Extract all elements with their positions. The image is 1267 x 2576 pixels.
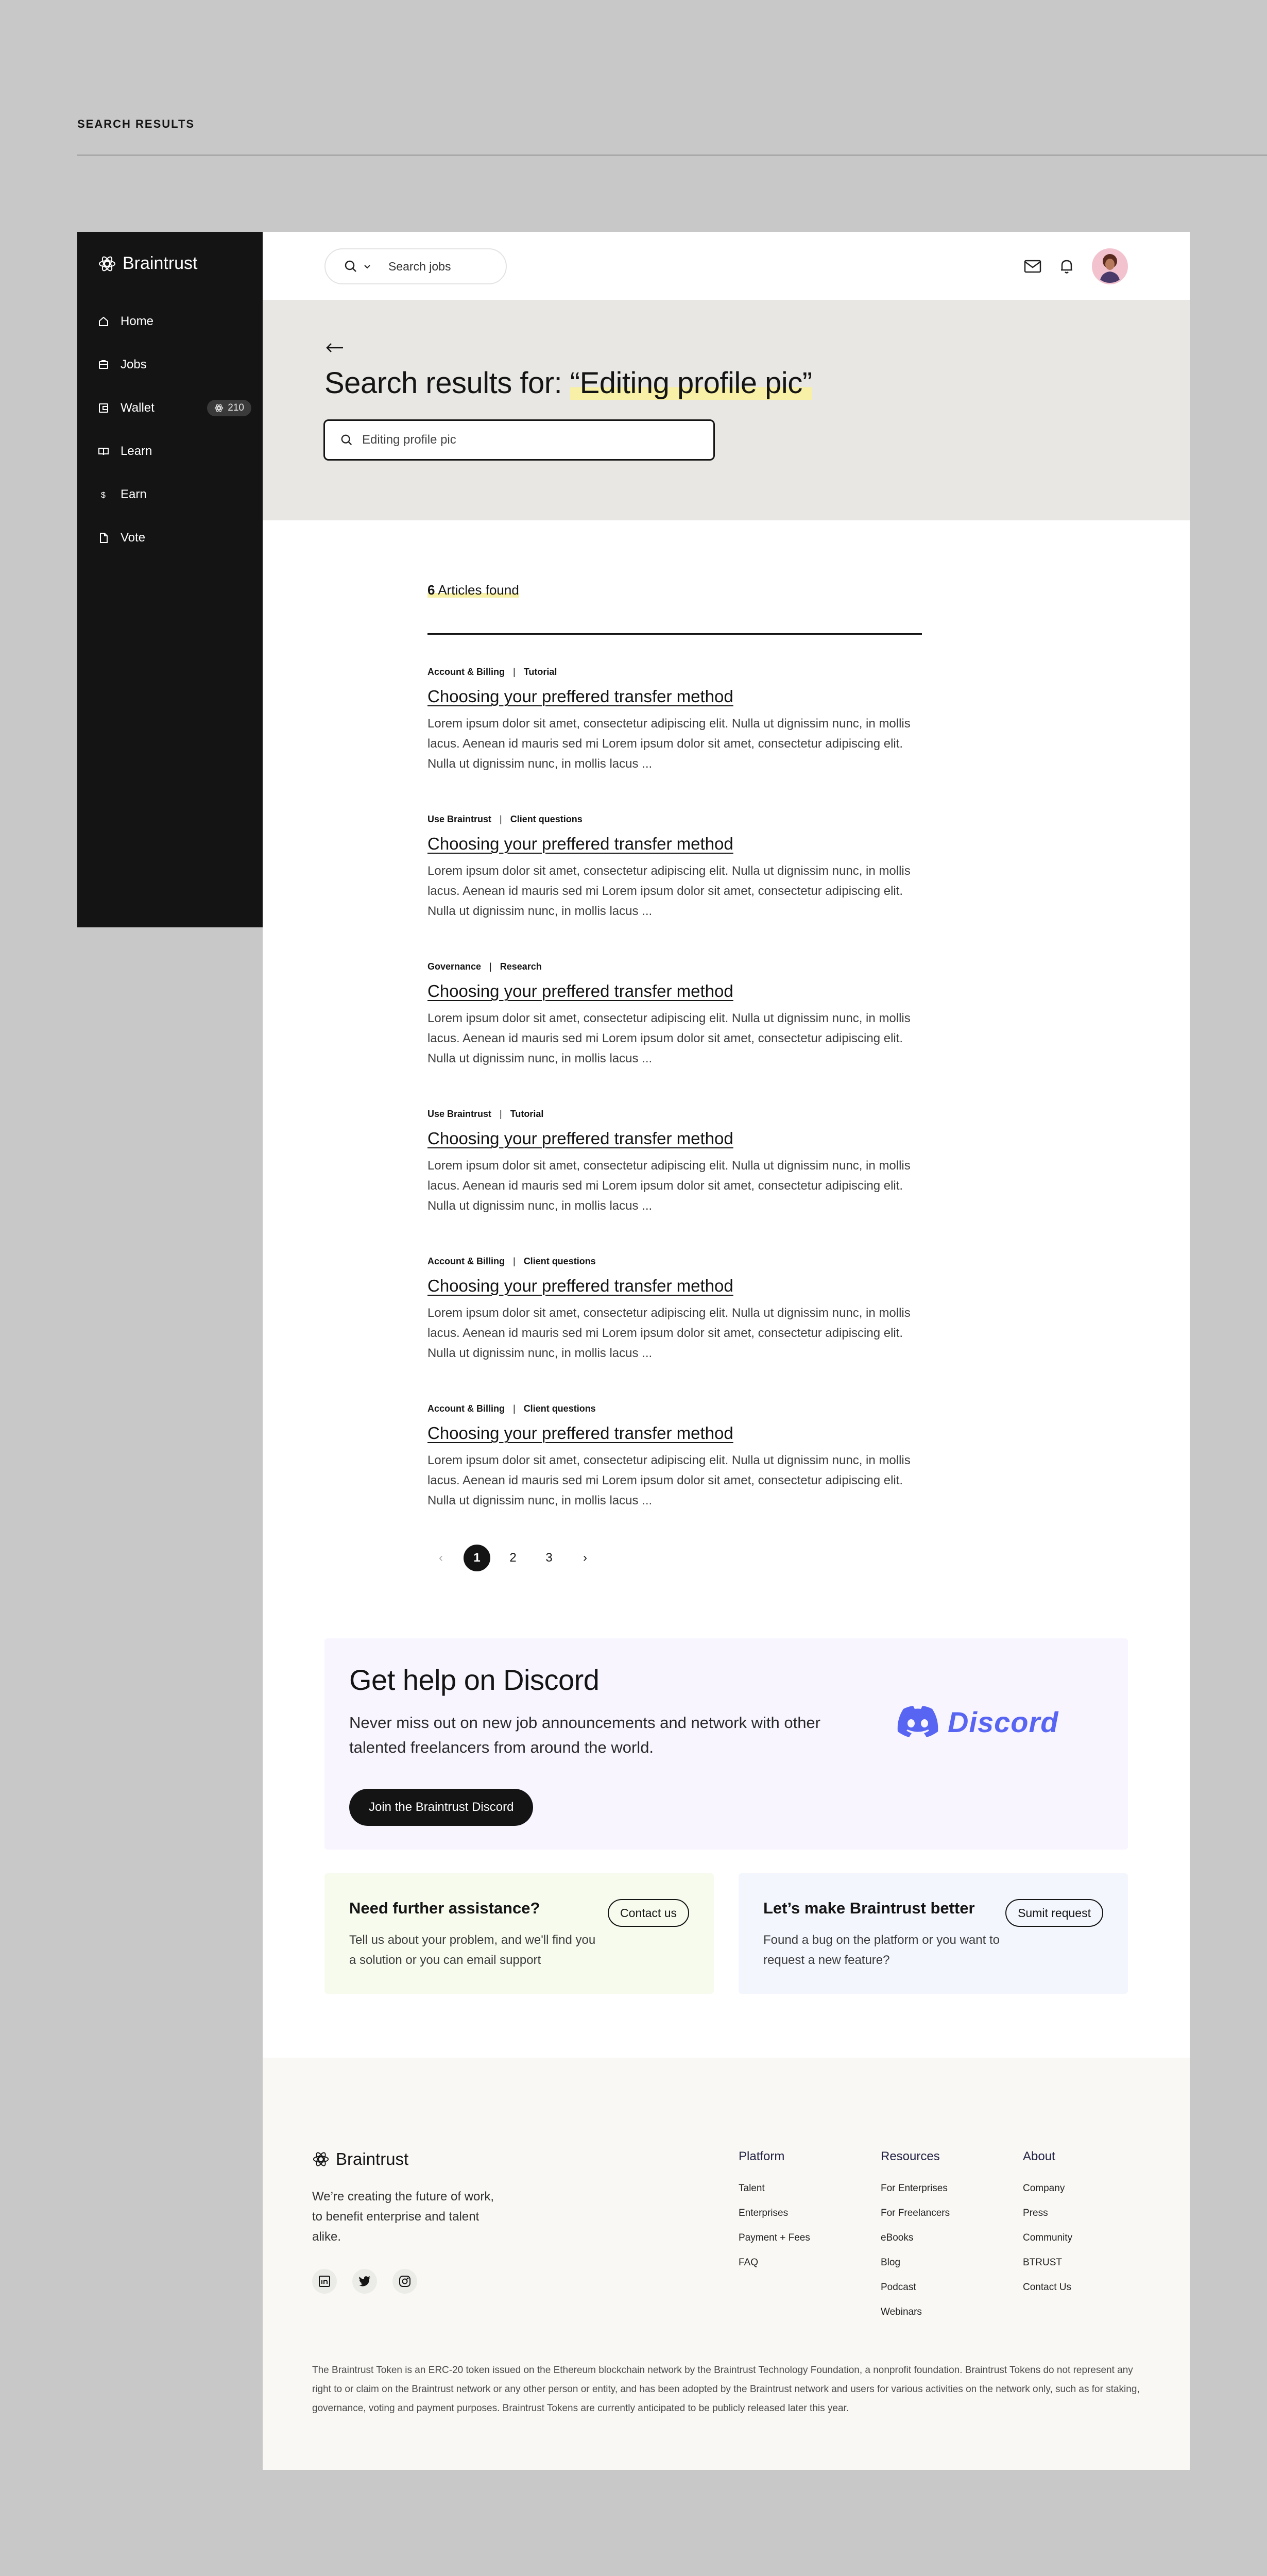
linkedin-icon[interactable] [312,2269,337,2294]
meta-separator: | [513,1256,516,1266]
article-type[interactable]: Client questions [523,1256,596,1266]
page-label: SEARCH RESULTS [77,117,195,130]
page-button-3[interactable]: 3 [545,1551,553,1565]
article-meta [427,961,922,972]
footer [263,2058,1190,2470]
footer-column-heading: About [1023,2149,1055,2163]
footer-link[interactable]: Enterprises [739,2208,789,2218]
card-text: Tell us about your problem, and we'll find you a solution or you can email support [349,1933,596,1967]
back-arrow-icon[interactable] [326,342,344,353]
search-placeholder: Search jobs [388,259,451,273]
title-query: “Editing profile pic” [570,366,812,400]
footer-column-resources [881,2149,950,2325]
sidebar-item-jobs[interactable] [98,343,252,386]
article-category[interactable]: Account & Billing [427,1403,505,1414]
results-count-number: 6 [427,582,435,598]
article-search-box [323,419,715,461]
sidebar-item-label: Wallet [121,401,155,415]
mail-icon[interactable] [1024,259,1041,274]
page-title [324,366,812,400]
sidebar-item-label: Jobs [121,358,147,371]
card-text: Found a bug on the platform or you want to request a new feature? [763,1933,1000,1967]
sidebar-item-earn[interactable] [98,473,252,516]
results-divider [427,633,922,635]
meta-separator: | [513,667,516,677]
book-icon [98,446,109,457]
wallet-icon [98,402,109,414]
join-discord-button[interactable]: Join the Braintrust Discord [349,1789,533,1826]
btrust-token-icon [214,403,224,413]
article-excerpt: Lorem ipsum dolor sit amet, consectetur adipiscing elit. Nulla ut dignissim nunc, in mollis lacus. Aenean id mauris sed mi Lorem ipsum dolor sit amet, consectetur adipiscing elit. Nulla ut dignissim nunc, in mollis lacus ... [427,717,911,771]
article-type[interactable]: Tutorial [523,667,557,677]
footer-link[interactable]: Payment + Fees [739,2232,810,2243]
meta-separator: | [500,1109,502,1119]
article-type[interactable]: Client questions [510,814,583,824]
results-count [427,582,922,601]
list-item [427,961,922,1069]
main-panel [263,232,1190,2470]
article-excerpt: Lorem ipsum dolor sit amet, consectetur adipiscing elit. Nulla ut dignissim nunc, in mollis lacus. Aenean id mauris sed mi Lorem ipsum dolor sit amet, consectetur adipiscing elit. Nulla ut dignissim nunc, in mollis lacus ... [427,1453,911,1507]
footer-link[interactable]: For Freelancers [881,2208,950,2218]
pagination [427,1545,598,1571]
topbar [263,232,1190,300]
dollar-icon [98,489,109,500]
footer-link[interactable]: Talent [739,2183,765,2194]
footer-column-platform [739,2149,810,2275]
article-meta [427,1403,922,1414]
brand-name: Braintrust [123,253,198,273]
page-button-1[interactable]: 1 [464,1545,490,1571]
title-prefix: Search results for: [324,366,570,400]
article-category[interactable]: Account & Billing [427,1256,505,1266]
sidebar-brand[interactable] [98,253,198,274]
meta-separator: | [489,961,492,972]
document-icon [98,532,109,544]
list-item [427,667,922,774]
sidebar-item-label: Earn [121,487,147,501]
footer-link[interactable]: Company [1023,2183,1065,2194]
job-search-input[interactable] [324,248,507,284]
discord-logo [896,1705,1059,1739]
list-item [427,1109,922,1216]
article-title-link[interactable]: Choosing your preffered transfer method [427,1423,733,1443]
chevron-down-icon[interactable] [363,262,372,271]
wallet-balance-badge [207,400,251,416]
card-title: Let’s make Braintrust better [763,1899,975,1917]
article-excerpt: Lorem ipsum dolor sit amet, consectetur adipiscing elit. Nulla ut dignissim nunc, in mollis lacus. Aenean id mauris sed mi Lorem ipsum dolor sit amet, consectetur adipiscing elit. Nulla ut dignissim nunc, in mollis lacus ... [427,1306,911,1360]
svg-text:$: $ [101,491,106,500]
footer-link[interactable]: BTRUST [1023,2257,1062,2268]
article-type[interactable]: Tutorial [510,1109,544,1119]
prev-page-button[interactable]: ‹ [439,1551,443,1565]
footer-column-about [1023,2149,1072,2300]
sidebar-item-label: Vote [121,531,146,545]
divider [77,155,1267,156]
discord-wordmark: Discord [948,1706,1059,1738]
braintrust-logo-icon [312,2150,330,2168]
footer-link[interactable]: eBooks [881,2232,914,2243]
footer-link[interactable]: Press [1023,2208,1048,2218]
article-excerpt: Lorem ipsum dolor sit amet, consectetur adipiscing elit. Nulla ut dignissim nunc, in mollis lacus. Aenean id mauris sed mi Lorem ipsum dolor sit amet, consectetur adipiscing elit. Nulla ut dignissim nunc, in mollis lacus ... [427,864,911,918]
footer-brand[interactable] [312,2149,408,2169]
sidebar-item-vote[interactable] [98,516,252,560]
meta-separator: | [513,1403,516,1414]
footer-link[interactable]: For Enterprises [881,2183,948,2194]
article-category[interactable]: Governance [427,961,482,972]
bell-icon[interactable] [1059,258,1074,275]
twitter-icon[interactable] [352,2269,377,2294]
home-icon [98,316,109,327]
contact-us-button[interactable]: Contact us [608,1899,689,1927]
sidebar-item-home[interactable] [98,300,252,343]
avatar[interactable] [1092,248,1128,284]
footer-column-heading: Resources [881,2149,940,2163]
feedback-card [739,1873,1128,1994]
article-meta [427,1256,922,1267]
assistance-card [324,1873,714,1994]
article-category[interactable]: Use Braintrust [427,814,492,824]
list-item [427,814,922,921]
article-meta [427,667,922,677]
article-type[interactable]: Research [500,961,542,972]
footer-tagline: We’re creating the future of work, to benefit enterprise and talent alike. [312,2190,494,2244]
article-excerpt: Lorem ipsum dolor sit amet, consectetur adipiscing elit. Nulla ut dignissim nunc, in mollis lacus. Aenean id mauris sed mi Lorem ipsum dolor sit amet, consectetur adipiscing elit. Nulla ut dignissim nunc, in mollis lacus ... [427,1011,911,1065]
sidebar [77,232,263,927]
next-page-button[interactable]: › [583,1551,587,1565]
article-meta [427,1109,922,1120]
card-title: Need further assistance? [349,1899,540,1917]
search-icon [340,434,353,446]
list-item [427,1256,922,1363]
article-title-link[interactable]: Choosing your preffered transfer method [427,1129,733,1148]
results-count-label: Articles found [435,582,519,598]
footer-link[interactable]: Community [1023,2232,1073,2243]
topbar-actions [1024,248,1128,284]
footer-link[interactable]: Blog [881,2257,901,2268]
article-title-link[interactable]: Choosing your preffered transfer method [427,834,733,853]
sidebar-nav [98,300,252,560]
search-icon [344,260,357,273]
sidebar-item-wallet[interactable] [98,386,252,430]
jobs-icon [98,359,109,370]
wallet-balance: 210 [228,402,244,413]
discord-title: Get help on Discord [349,1664,600,1696]
article-title-link[interactable]: Choosing your preffered transfer method [427,1276,733,1295]
avatar-image [1093,250,1126,283]
article-type[interactable]: Client questions [523,1403,596,1414]
legal-disclaimer: The Braintrust Token is an ERC-20 token issued on the Ethereum blockchain network by the Braintrust Technology Foundation, a nonprofit foundation. Braintrust Tokens do not represent any right to or claim on the Braintrust network or any other person or entity, and has been adopted by the Braintrust network and users for various activities on the network only, such as for staking, governance, voting and payment purposes. Braintrust Tokens are currently anticipated to be publicly released later this year. [312,2365,1140,2414]
submit-request-button[interactable]: Sumit request [1005,1899,1103,1927]
sidebar-item-label: Home [121,314,154,328]
page-button-2[interactable]: 2 [509,1551,517,1565]
article-search-input[interactable] [362,433,692,447]
article-excerpt: Lorem ipsum dolor sit amet, consectetur adipiscing elit. Nulla ut dignissim nunc, in mollis lacus. Aenean id mauris sed mi Lorem ipsum dolor sit amet, consectetur adipiscing elit. Nulla ut dignissim nunc, in mollis lacus ... [427,1159,911,1213]
sidebar-item-learn[interactable] [98,430,252,473]
footer-link[interactable]: Webinars [881,2307,922,2317]
footer-column-heading: Platform [739,2149,785,2163]
social-links [312,2269,417,2294]
discord-icon [896,1706,939,1739]
article-title-link[interactable]: Choosing your preffered transfer method [427,687,733,706]
instagram-icon[interactable] [392,2269,417,2294]
article-category[interactable]: Use Braintrust [427,1109,492,1119]
footer-link[interactable]: Contact Us [1023,2282,1071,2293]
sidebar-item-label: Learn [121,444,152,458]
list-item [427,1403,922,1511]
search-results [427,582,922,1511]
footer-link[interactable]: FAQ [739,2257,759,2268]
meta-separator: | [500,814,502,824]
article-title-link[interactable]: Choosing your preffered transfer method [427,981,733,1001]
footer-link[interactable]: Podcast [881,2282,916,2293]
discord-text: Never miss out on new job announcements and network with other talented freelancers from around the world. [349,1714,820,1756]
article-meta [427,814,922,825]
search-hero [263,300,1190,520]
footer-brand-name: Braintrust [336,2149,409,2168]
braintrust-logo-icon [98,255,116,273]
article-category[interactable]: Account & Billing [427,667,505,677]
discord-banner [324,1638,1128,1850]
